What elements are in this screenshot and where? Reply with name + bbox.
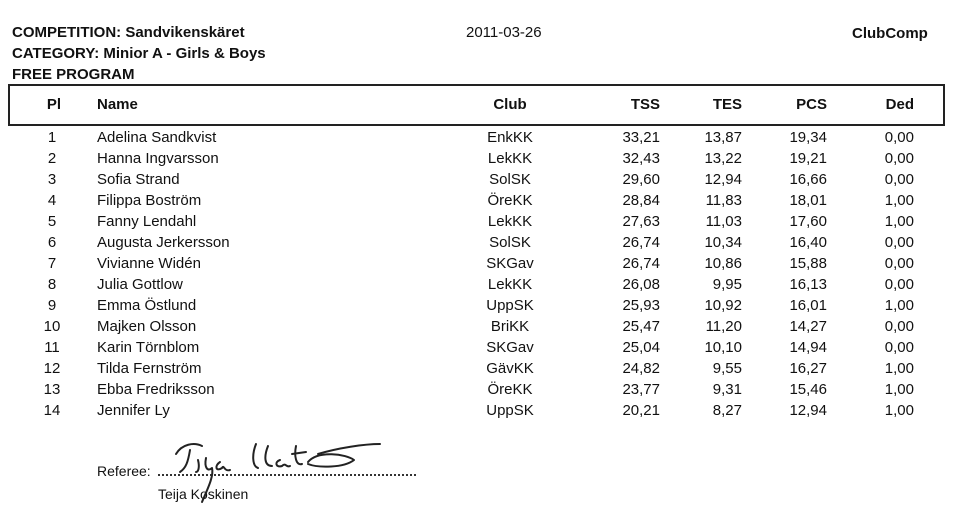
cell-pl: 3: [47, 171, 57, 188]
table-row: [0, 402, 960, 423]
cell-tss: 27,63: [622, 213, 660, 230]
cell-name: Sofia Strand: [97, 171, 180, 188]
cell-club: SKGav: [486, 339, 534, 356]
cell-tss: 25,04: [622, 339, 660, 356]
cell-club: GävKK: [486, 360, 534, 377]
cell-name: Ebba Fredriksson: [97, 381, 215, 398]
cell-pl: 6: [47, 234, 57, 251]
referee-signature: [168, 432, 388, 512]
table-row: [0, 276, 960, 297]
cell-tss: 26,74: [622, 255, 660, 272]
column-header-ded: Ded: [885, 96, 914, 113]
cell-tes: 9,95: [712, 276, 742, 293]
cell-name: Filippa Boström: [97, 192, 202, 209]
cell-club: SolSK: [489, 171, 531, 188]
cell-tes: 10,10: [704, 339, 742, 356]
cell-ded: 0,00: [884, 276, 914, 293]
table-row: [0, 129, 960, 150]
table-row: [0, 213, 960, 234]
cell-tes: 10,92: [704, 297, 742, 314]
cell-tss: 23,77: [622, 381, 660, 398]
cell-club: SolSK: [489, 234, 531, 251]
table-row: [0, 360, 960, 381]
cell-pl: 4: [47, 192, 57, 209]
cell-club: BriKK: [490, 318, 530, 335]
brand-label: ClubComp: [852, 25, 928, 42]
cell-club: ÖreKK: [487, 381, 533, 398]
cell-ded: 1,00: [884, 213, 914, 230]
cell-pcs: 16,13: [789, 276, 827, 293]
cell-club: ÖreKK: [487, 192, 533, 209]
cell-name: Hanna Ingvarsson: [97, 150, 219, 167]
column-header-club: Club: [493, 96, 527, 113]
cell-pcs: 16,40: [789, 234, 827, 251]
cell-tss: 33,21: [622, 129, 660, 146]
competition-date: 2011-03-26: [466, 24, 542, 41]
cell-club: UppSK: [486, 402, 534, 419]
cell-pl: 14: [43, 402, 61, 419]
cell-club: SKGav: [486, 255, 534, 272]
cell-tss: 25,93: [622, 297, 660, 314]
cell-tss: 26,08: [622, 276, 660, 293]
cell-pcs: 16,66: [789, 171, 827, 188]
table-row: [0, 150, 960, 171]
column-header-tss: TSS: [630, 96, 660, 113]
table-row: [0, 255, 960, 276]
referee-name: Teija Koskinen: [158, 486, 249, 502]
cell-pl: 5: [47, 213, 57, 230]
cell-tss: 28,84: [622, 192, 660, 209]
cell-tes: 9,55: [712, 360, 742, 377]
cell-pl: 13: [43, 381, 61, 398]
cell-pcs: 18,01: [789, 192, 827, 209]
column-header-pcs: PCS: [796, 96, 827, 113]
cell-ded: 1,00: [884, 297, 914, 314]
cell-tss: 26,74: [622, 234, 660, 251]
cell-pcs: 16,01: [789, 297, 827, 314]
cell-pcs: 19,34: [789, 129, 827, 146]
cell-ded: 1,00: [884, 402, 914, 419]
cell-name: Augusta Jerkersson: [97, 234, 230, 251]
cell-pl: 1: [47, 129, 57, 146]
column-header-tes: TES: [712, 96, 742, 113]
cell-pcs: 15,46: [789, 381, 827, 398]
cell-ded: 0,00: [884, 339, 914, 356]
cell-club: LekKK: [487, 276, 533, 293]
cell-tes: 11,03: [705, 213, 742, 230]
program-title: FREE PROGRAM: [12, 66, 135, 83]
cell-pl: 8: [47, 276, 57, 293]
cell-tes: 10,34: [704, 234, 742, 251]
cell-name: Fanny Lendahl: [97, 213, 197, 230]
cell-pl: 2: [47, 150, 57, 167]
category-title: CATEGORY: Minior A - Girls & Boys: [12, 45, 266, 62]
cell-name: Vivianne Widén: [97, 255, 201, 272]
cell-club: UppSK: [486, 297, 534, 314]
cell-ded: 0,00: [884, 171, 914, 188]
cell-pl: 7: [47, 255, 57, 272]
cell-tes: 10,86: [704, 255, 742, 272]
column-header-name: Name: [97, 96, 138, 113]
cell-pcs: 12,94: [789, 402, 827, 419]
cell-tes: 11,20: [705, 318, 742, 335]
cell-tss: 24,82: [622, 360, 660, 377]
cell-name: Emma Östlund: [97, 297, 197, 314]
cell-tes: 9,31: [712, 381, 742, 398]
cell-ded: 0,00: [884, 129, 914, 146]
referee-label: Referee:: [97, 463, 151, 479]
table-row: [0, 192, 960, 213]
cell-ded: 1,00: [884, 381, 914, 398]
cell-ded: 1,00: [884, 192, 914, 209]
cell-tes: 12,94: [704, 171, 742, 188]
cell-name: Julia Gottlow: [97, 276, 183, 293]
cell-pcs: 16,27: [789, 360, 827, 377]
cell-tes: 11,83: [705, 192, 742, 209]
cell-ded: 0,00: [884, 150, 914, 167]
cell-pl: 11: [44, 339, 60, 356]
cell-name: Majken Olsson: [97, 318, 197, 335]
cell-tes: 13,22: [704, 150, 742, 167]
cell-name: Tilda Fernström: [97, 360, 202, 377]
table-row: [0, 318, 960, 339]
cell-tes: 8,27: [712, 402, 742, 419]
cell-tss: 29,60: [622, 171, 660, 188]
cell-ded: 1,00: [884, 360, 914, 377]
table-row: [0, 297, 960, 318]
cell-pl: 9: [47, 297, 57, 314]
cell-pcs: 19,21: [789, 150, 827, 167]
cell-club: LekKK: [487, 150, 533, 167]
column-header-pl: Pl: [46, 96, 62, 113]
cell-pl: 12: [43, 360, 61, 377]
cell-name: Jennifer Ly: [97, 402, 170, 419]
cell-tes: 13,87: [704, 129, 742, 146]
cell-name: Adelina Sandkvist: [97, 129, 217, 146]
cell-pcs: 15,88: [789, 255, 827, 272]
table-row: [0, 234, 960, 255]
table-row: [0, 339, 960, 360]
cell-pcs: 14,27: [789, 318, 827, 335]
table-row: [0, 171, 960, 192]
table-row: [0, 381, 960, 402]
cell-pcs: 17,60: [789, 213, 827, 230]
cell-tss: 20,21: [622, 402, 660, 419]
cell-pcs: 14,94: [789, 339, 827, 356]
competition-title: COMPETITION: Sandvikenskäret: [12, 24, 245, 41]
cell-name: Karin Törnblom: [97, 339, 200, 356]
cell-tss: 25,47: [622, 318, 660, 335]
cell-club: LekKK: [487, 213, 533, 230]
cell-tss: 32,43: [622, 150, 660, 167]
cell-ded: 0,00: [884, 318, 914, 335]
cell-club: EnkKK: [487, 129, 533, 146]
cell-ded: 0,00: [884, 234, 914, 251]
cell-ded: 0,00: [884, 255, 914, 272]
cell-pl: 10: [43, 318, 61, 335]
